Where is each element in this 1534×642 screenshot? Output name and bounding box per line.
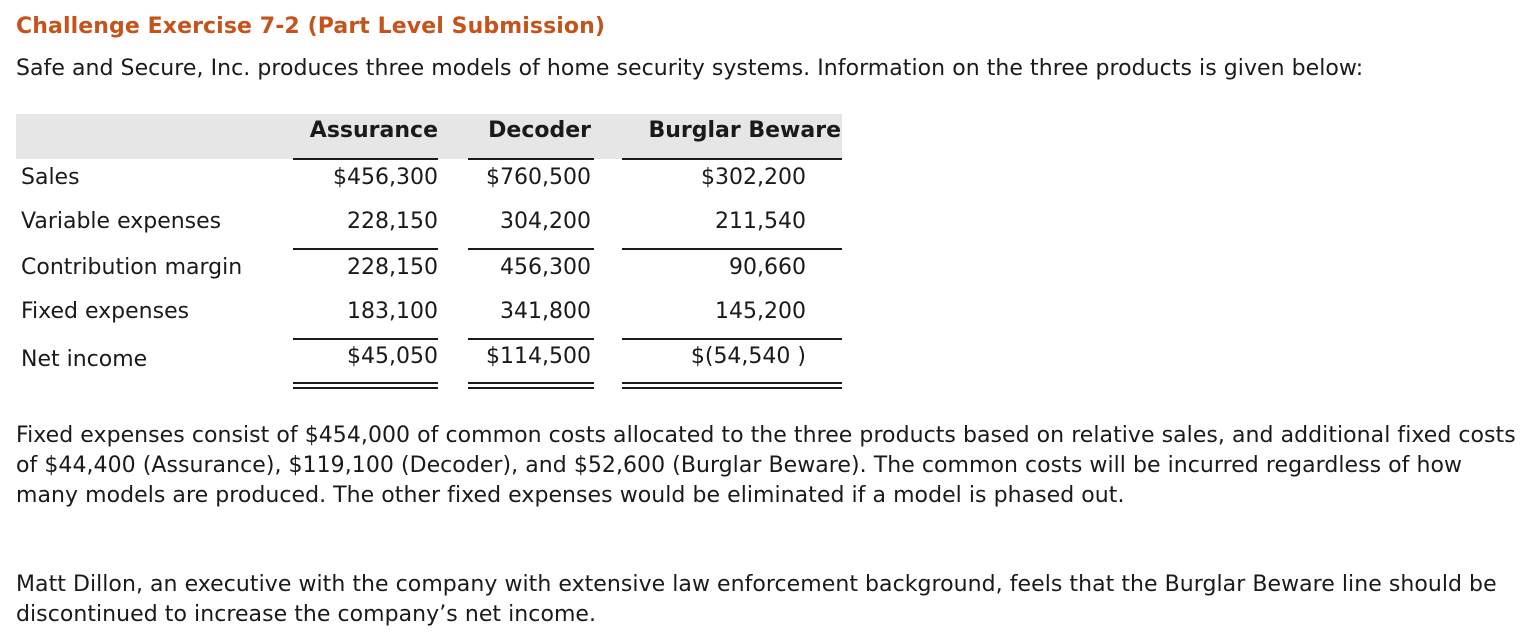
cell-fixed-expenses-assurance: 183,100 — [347, 299, 438, 324]
cell-contribution-margin-assurance: 228,150 — [347, 255, 438, 280]
product-income-table — [16, 114, 842, 394]
exercise-title: Challenge Exercise 7-2 (Part Level Submission) — [16, 14, 606, 39]
cell-contribution-margin-burglar-beware: 90,660 — [729, 255, 806, 280]
cell-net-income-assurance: $45,050 — [347, 344, 438, 369]
row-label-sales: Sales — [21, 165, 80, 190]
row-label-net-income: Net income — [21, 347, 148, 372]
total-double-rule — [293, 387, 438, 389]
cell-fixed-expenses-burglar-beware: 145,200 — [715, 299, 806, 324]
total-double-rule — [468, 382, 594, 384]
row-label-contribution-margin: Contribution margin — [21, 255, 243, 280]
column-header-decoder: Decoder — [488, 118, 591, 143]
column-header-burglar-beware: Burglar Beware — [648, 118, 841, 143]
subtotal-rule — [468, 248, 594, 250]
total-double-rule — [622, 382, 842, 384]
cell-net-income-decoder: $114,500 — [486, 344, 591, 369]
cell-net-income-burglar-beware: $(54,540 ) — [690, 344, 806, 369]
cell-variable-expenses-burglar-beware: 211,540 — [715, 209, 806, 234]
total-double-rule — [468, 387, 594, 389]
cell-variable-expenses-assurance: 228,150 — [347, 209, 438, 234]
subtotal-rule — [293, 248, 438, 250]
column-header-assurance: Assurance — [309, 118, 438, 143]
discontinue-paragraph: Matt Dillon, an executive with the company with extensive law enforcement background, feels that the Burglar Beware line should be discontinued to increase the company’s net income. — [16, 572, 1497, 627]
intro-text: Safe and Secure, Inc. produces three models of home security systems. Information on the three products is given below: — [16, 56, 1364, 81]
cell-sales-assurance: $456,300 — [333, 165, 438, 190]
subtotal-rule — [468, 338, 594, 340]
cell-contribution-margin-decoder: 456,300 — [500, 255, 591, 280]
cell-fixed-expenses-decoder: 341,800 — [500, 299, 591, 324]
row-label-variable-expenses: Variable expenses — [21, 209, 222, 234]
header-rule — [622, 158, 842, 160]
header-rule — [293, 158, 438, 160]
total-double-rule — [293, 382, 438, 384]
subtotal-rule — [293, 338, 438, 340]
fixed-expenses-paragraph: Fixed expenses consist of $454,000 of common costs allocated to the three products based on relative sales, and additional fixed costs of $44,400 (Assurance), $119,100 (Decoder), and $52,600 (Burglar Beware). The common costs will be incurred regardless of how many models are produced. The other fixed expenses would be eliminated if a model is phased out. — [16, 423, 1516, 508]
header-rule — [468, 158, 594, 160]
cell-sales-decoder: $760,500 — [486, 165, 591, 190]
cell-variable-expenses-decoder: 304,200 — [500, 209, 591, 234]
row-label-fixed-expenses: Fixed expenses — [21, 299, 190, 324]
subtotal-rule — [622, 248, 842, 250]
cell-sales-burglar-beware: $302,200 — [701, 165, 806, 190]
subtotal-rule — [622, 338, 842, 340]
total-double-rule — [622, 387, 842, 389]
